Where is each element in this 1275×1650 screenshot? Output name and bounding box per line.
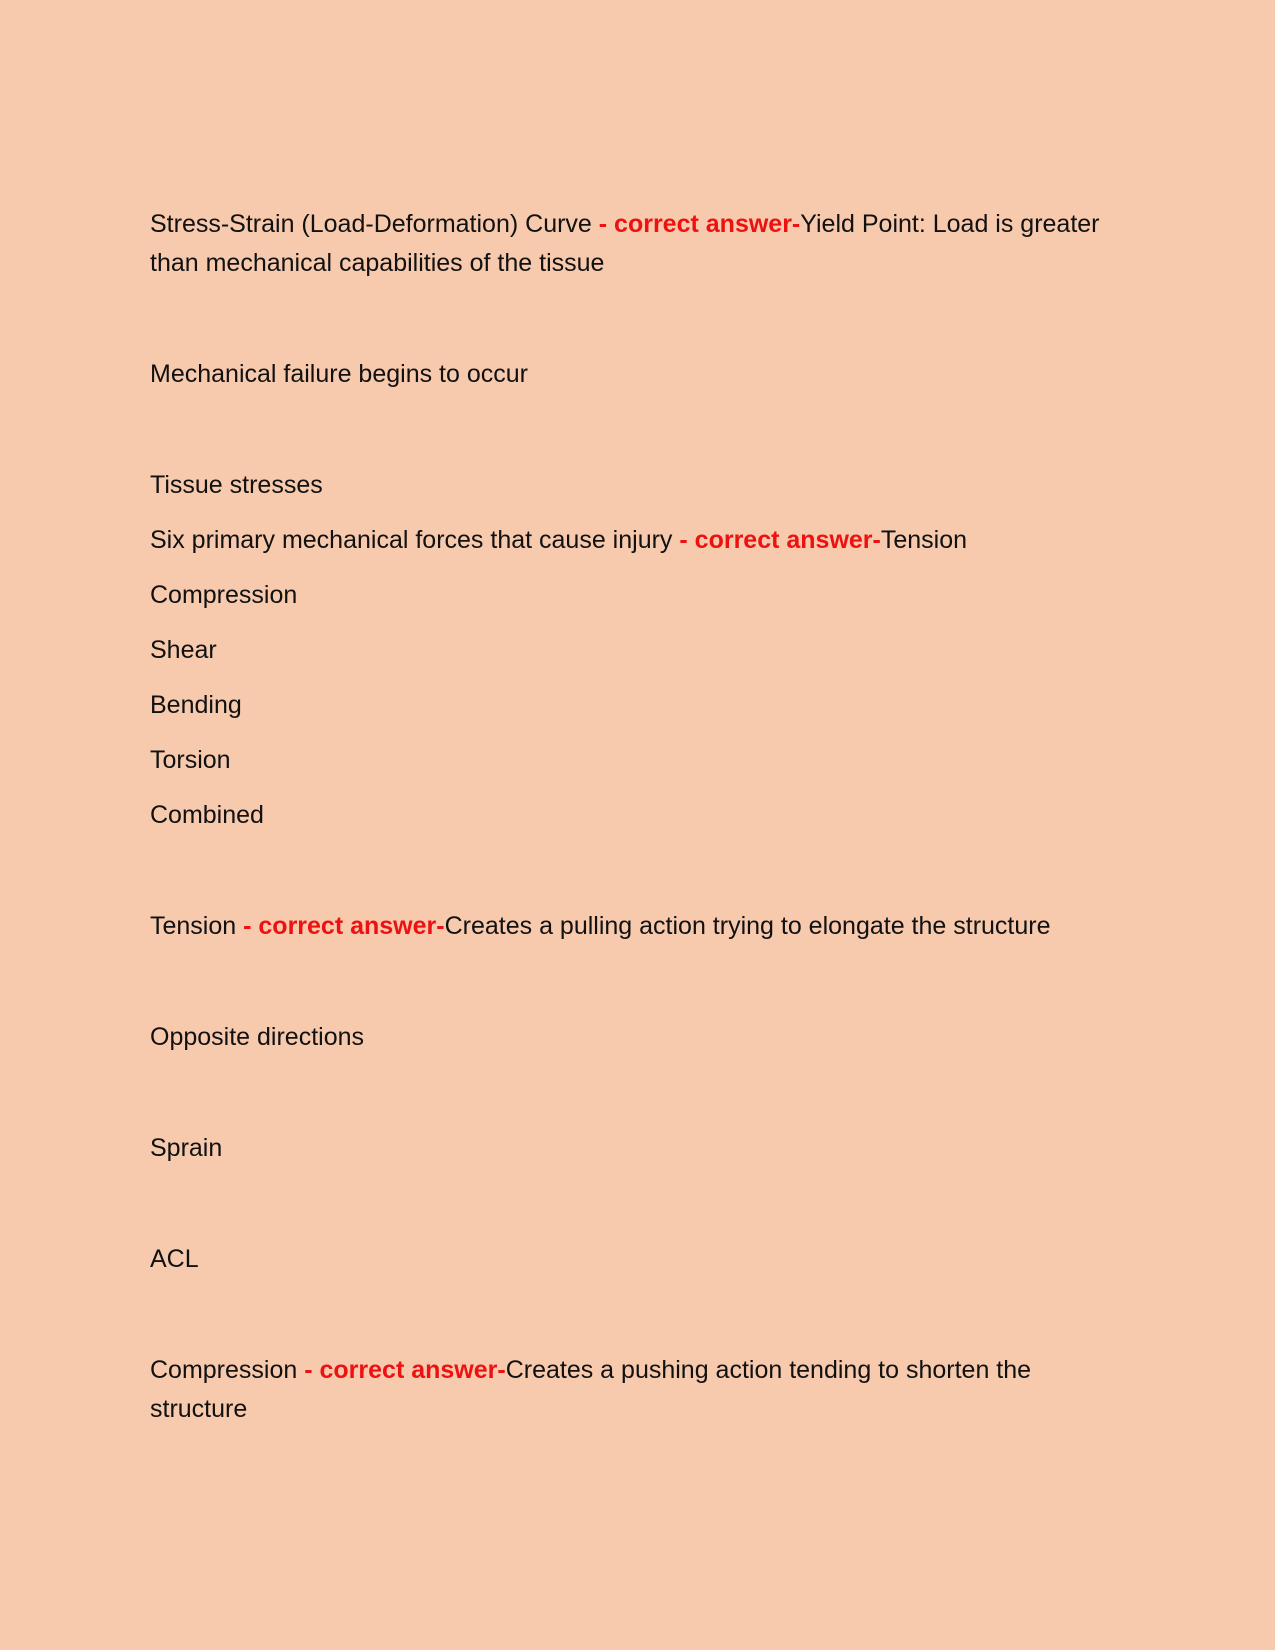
entry-answer: Creates a pushing action tending to shorten the structure — [150, 1356, 1032, 1423]
entry-term: Tension — [150, 912, 237, 940]
entry-note: Mechanical failure begins to occur — [150, 360, 528, 388]
entry-list-item: Combined — [150, 801, 264, 829]
entry-answer: Tension — [880, 526, 968, 554]
answer-marker: - correct answer- — [679, 526, 881, 554]
entry-list-item: Shear — [150, 636, 217, 664]
entry-note: ACL — [150, 1245, 199, 1273]
answer-marker: - correct answer- — [598, 210, 801, 238]
entry-term: Stress-Strain (Load-Deformation) Curve — [150, 210, 592, 238]
entry-list-item: Bending — [150, 691, 242, 719]
entry-compression — [150, 1351, 1130, 1429]
entry-stress-strain — [150, 205, 1130, 283]
entry-answer: Yield Point: Load is greater than mechanical capabilities of the tissue — [150, 210, 1100, 277]
entry-note: Opposite directions — [150, 1023, 365, 1051]
answer-marker: - correct answer- — [243, 912, 445, 940]
entry-term: Six primary mechanical forces that cause injury — [150, 526, 673, 554]
entry-answer: Creates a pulling action trying to elongate the structure — [444, 912, 1051, 940]
answer-marker: - correct answer- — [304, 1356, 506, 1384]
document-body — [150, 205, 1130, 1429]
entry-tension — [150, 907, 1130, 946]
entry-list-item: Compression — [150, 581, 298, 609]
entry-term: Compression — [150, 1356, 298, 1384]
entry-note: Sprain — [150, 1134, 223, 1162]
entry-six-forces — [150, 521, 1130, 560]
entry-list-item: Torsion — [150, 746, 231, 774]
entry-note: Tissue stresses — [150, 471, 323, 499]
